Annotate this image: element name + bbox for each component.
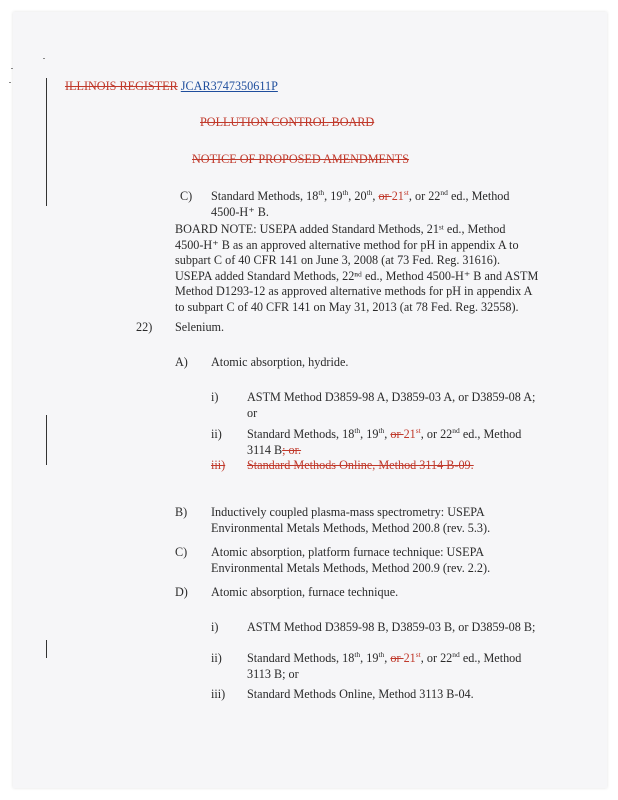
scan-speck [9,82,11,83]
document-page [13,12,607,788]
item-c-marker: C) [180,189,193,203]
scan-speck [11,68,13,69]
item-22-title: Selenium. [175,320,225,334]
board-note [175,222,575,315]
sel-a-title: Atomic absorption, hydride. [211,355,349,369]
change-bar [46,415,47,465]
board-note-line: Method D1293-12 as approved alternative methods for pH in appendix A [175,284,533,298]
scan-speck [43,58,45,59]
sel-b-text: Inductively coupled plasma-mass spectrometry: USEPA Environmental Metals Methods, Method 200.8 (rev. 5.3). [211,505,491,535]
sel-a-i-marker: i) [211,390,219,404]
board-title: POLLUTION CONTROL BOARD [200,115,375,129]
item-22-marker: 22) [136,320,153,334]
board-note-line: USEPA added Standard Methods, 22ⁿᵈ ed., Method 4500-H⁺ B and ASTM [175,268,539,283]
sel-d-ii-text: Standard Methods, 18th, 19th, or 21st, or 22nd ed., Method 3113 B; or [247,649,522,681]
register-header [65,79,278,95]
sel-d-iii-text: Standard Methods Online, Method 3113 B-04. [247,687,474,701]
change-bar [46,78,47,206]
board-note-line: BOARD NOTE: USEPA added Standard Methods, 21ˢᵗ ed., Method [175,222,506,236]
sel-c-marker: C) [175,545,188,559]
sel-a-iii-marker: iii) [211,458,226,472]
sel-a-ii-text: Standard Methods, 18th, 19th, or 21st, or 22nd ed., Method 3114 B; or. [247,425,522,457]
sel-d-iii-marker: iii) [211,687,226,701]
board-note-line: subpart C of 40 CFR 141 on June 3, 2008 (at 73 Fed. Reg. 31616). [175,253,500,267]
sel-a-ii-marker: ii) [211,427,222,441]
sel-d-i-marker: i) [211,620,219,634]
notice-title: NOTICE OF PROPOSED AMENDMENTS [192,152,410,166]
sel-a-i-text: ASTM Method D3859-98 A, D3859-03 A, or D3859-08 A; or [247,390,536,420]
sel-d-marker: D) [175,585,188,599]
sel-a-marker: A) [175,355,188,369]
item-c-text: Standard Methods, 18th, 19th, 20th, or 21st, or 22nd ed., Method 4500-H⁺ B. [211,187,510,219]
sel-d-ii-marker: ii) [211,651,222,665]
board-note-line: 4500-H⁺ B as an approved alternative method for pH in appendix A to [175,237,519,252]
jcar-code-link[interactable]: JCAR3747350611P [180,79,278,93]
board-note-line: to subpart C of 40 CFR 141 on May 31, 2013 (at 78 Fed. Reg. 32558). [175,299,519,314]
sel-a-iii-text: Standard Methods Online, Method 3114 B-09. [247,458,474,472]
sel-c-text: Atomic absorption, platform furnace technique: USEPA Environmental Metals Methods, Method 200.9 (rev. 2.2). [211,545,491,575]
struck-or: or [378,189,392,203]
sel-b-marker: B) [175,505,188,519]
change-bar [46,640,47,658]
sel-d-i-text: ASTM Method D3859-98 B, D3859-03 B, or D3859-08 B; [247,620,536,634]
sel-d-title: Atomic absorption, furnace technique. [211,585,399,599]
register-label: ILLINOIS REGISTER [65,79,178,93]
